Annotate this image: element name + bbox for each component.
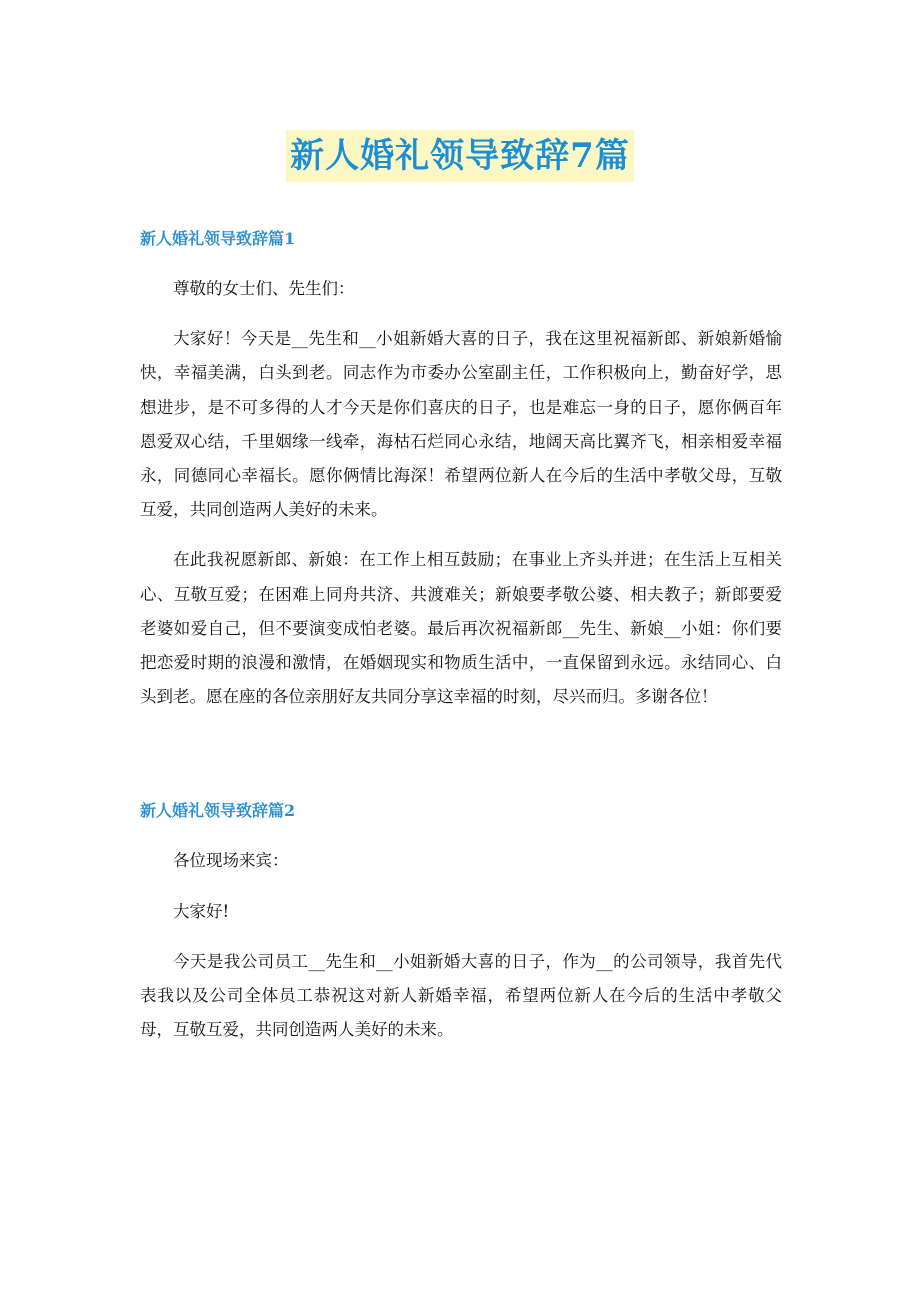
- page-title: 新人婚礼领导致辞7篇: [286, 130, 634, 182]
- paragraph-body: 大家好！今天是__先生和__小姐新婚大喜的日子，我在这里祝福新郎、新娘新婚愉快，幸福美满，白头到老。同志作为市委办公室副主任，工作积极向上，勤奋好学，思想进步，是不可多得的人才今天是你们喜庆的日子，也是难忘一身的日子，愿你俩百年恩爱双心结，千里姻缘一线牵，海枯石烂同心永结，地阔天高比翼齐飞，相亲相爱幸福永，同德同心幸福长。愿你俩情比海深！希望两位新人在今后的生活中孝敬父母，互敬互爱，共同创造两人美好的未来。: [140, 329, 782, 520]
- paragraph-greeting: 大家好!: [173, 901, 230, 921]
- title-container: [0, 130, 920, 182]
- section-heading-2: 新人婚礼领导致辞篇2: [140, 801, 296, 821]
- paragraph-salutation: 各位现场来宾：: [173, 851, 289, 871]
- paragraph-body: 今天是我公司员工__先生和__小姐新婚大喜的日子，作为__的公司领导，我首先代表我以及公司全体员工恭祝这对新人新婚幸福，希望两位新人在今后的生活中孝敬父母，互敬互爱，共同创造两人美好的未来。: [140, 951, 782, 1040]
- paragraph-salutation: 尊敬的女士们、先生们：: [173, 279, 355, 298]
- section-heading-1: 新人婚礼领导致辞篇1: [140, 229, 296, 248]
- document-body: [140, 226, 782, 1047]
- paragraph-body: 在此我祝愿新郎、新娘：在工作上相互鼓励；在事业上齐头并进；在生活上互相关心、互敬互爱；在困难上同舟共济、共渡难关；新娘要孝敬公婆、相夫教子；新郎要爱老婆如爱自己，但不要演变成怕老婆。最后再次祝福新郎__先生、新娘__小姐：你们要把恋爱时期的浪漫和激情，在婚姻现实和物质生活中，一直保留到永远。永结同心、白头到老。愿在座的各位亲朋好友共同分享这幸福的时刻，尽兴而归。多谢各位！: [140, 550, 782, 707]
